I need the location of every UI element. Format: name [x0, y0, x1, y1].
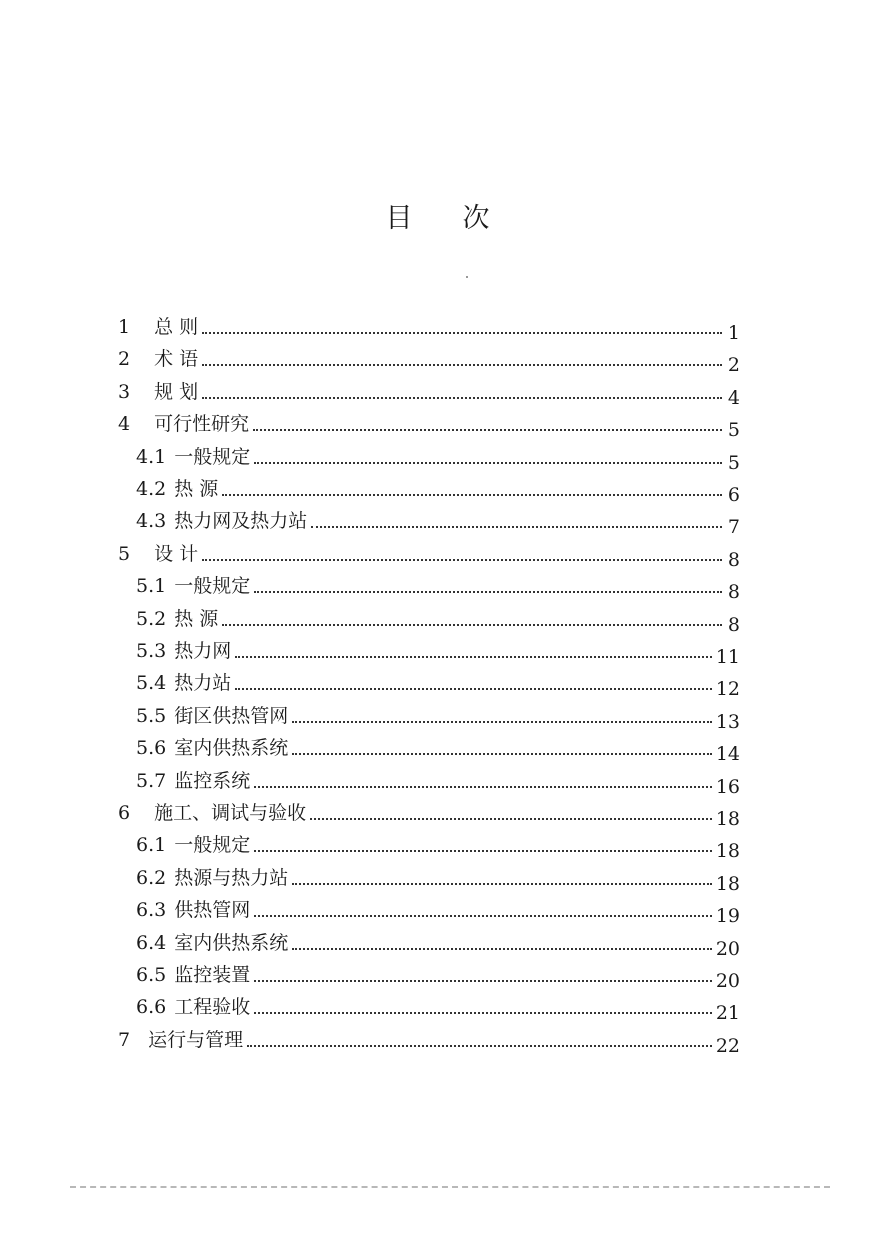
- toc-entry-number: 5.7: [136, 769, 167, 792]
- toc-chapter-entry[interactable]: [118, 535, 740, 571]
- toc-leader-dots: [202, 397, 722, 399]
- toc-page-number: 5: [727, 451, 740, 474]
- toc-entry-number: 4.1: [136, 445, 167, 468]
- toc-section-entry[interactable]: [136, 502, 740, 539]
- toc-entry-label: 规 划: [154, 380, 199, 403]
- toc-entry-label: 术 语: [154, 348, 199, 371]
- toc-entry-number: 5: [118, 542, 131, 565]
- toc-leader-dots: [254, 462, 722, 464]
- toc-chapter-entry[interactable]: [118, 373, 740, 409]
- toc-leader-dots: [292, 721, 712, 723]
- toc-page-number: 21: [715, 1002, 740, 1025]
- toc-leader-dots: [247, 1045, 712, 1047]
- toc-leader-dots: [254, 915, 712, 917]
- toc-leader-dots: [292, 753, 712, 755]
- toc-chapter-entry[interactable]: [118, 308, 740, 344]
- toc-leader-dots: [254, 1012, 712, 1014]
- toc-entry-number: 4.3: [136, 510, 167, 533]
- toc-section-entry[interactable]: [136, 632, 740, 668]
- toc-entry-label: 热力站: [174, 672, 232, 695]
- toc-entry-number: 6.1: [136, 834, 167, 857]
- toc-entry-label: 室内供热系统: [174, 931, 289, 954]
- toc-entry-label: 设 计: [154, 542, 199, 565]
- toc-entry-label: 可行性研究: [154, 413, 250, 436]
- toc-entry-label: 总 则: [154, 316, 199, 338]
- toc-page-number: 11: [715, 646, 740, 668]
- toc-leader-dots: [310, 818, 712, 820]
- toc-section-entry[interactable]: [136, 826, 740, 863]
- toc-page-number: 18: [715, 808, 740, 830]
- toc-section-entry[interactable]: [136, 697, 740, 733]
- toc-page-number: 8: [727, 581, 740, 604]
- toc-entry-label: 一般规定: [174, 834, 251, 857]
- toc-title: [0, 196, 875, 235]
- toc-entry-label: 热力网: [174, 640, 232, 662]
- toc-entry-number: 5.1: [136, 575, 167, 598]
- toc-chapter-entry[interactable]: [118, 340, 740, 377]
- toc-entry-number: 6.5: [136, 964, 167, 986]
- toc-entry-number: 5.5: [136, 704, 167, 727]
- toc-entry-number: 2: [118, 348, 131, 371]
- toc-entry-number: 5.2: [136, 607, 167, 630]
- toc-entry-number: 1: [118, 316, 131, 338]
- toc-page-number: 1: [727, 322, 740, 344]
- toc-entry-label: 运行与管理: [148, 1028, 244, 1051]
- toc-entry-label: 热 源: [174, 607, 219, 630]
- scan-artifact-line: [70, 1186, 830, 1192]
- toc-leader-dots: [254, 980, 712, 982]
- toc-leader-dots: [222, 624, 722, 626]
- toc-page-number: 20: [715, 937, 740, 960]
- toc-page-number: 20: [715, 970, 740, 992]
- toc-chapter-entry[interactable]: [118, 794, 740, 830]
- toc-entry-label: 街区供热管网: [174, 704, 289, 727]
- toc-page-number: 19: [715, 905, 740, 928]
- toc-entry-label: 一般规定: [174, 575, 251, 598]
- toc-title-char-1: 目: [385, 203, 413, 234]
- toc-page-number: 5: [727, 419, 740, 442]
- toc-entry-number: 5.4: [136, 672, 167, 695]
- toc-leader-dots: [253, 429, 722, 431]
- toc-section-entry[interactable]: [136, 729, 740, 766]
- toc-entry-number: 7: [118, 1028, 131, 1051]
- toc-entry-label: 施工、调试与验收: [154, 802, 307, 824]
- toc-entry-number: 4: [118, 413, 131, 436]
- toc-section-entry[interactable]: [136, 664, 740, 701]
- toc-page-number: 22: [715, 1034, 740, 1057]
- toc-section-entry[interactable]: [136, 924, 740, 960]
- toc-section-entry[interactable]: [136, 600, 740, 636]
- toc-entry-number: 6.3: [136, 899, 167, 922]
- toc-page-number: 16: [715, 775, 740, 798]
- toc-entry-label: 热源与热力站: [174, 866, 289, 889]
- toc-entry-number: 3: [118, 380, 131, 403]
- toc-leader-dots: [202, 559, 722, 561]
- toc-section-entry[interactable]: [136, 438, 740, 474]
- toc-page-number: 4: [727, 386, 740, 409]
- toc-section-entry[interactable]: [136, 956, 740, 992]
- toc-page-number: 2: [727, 354, 740, 377]
- toc-leader-dots: [292, 948, 712, 950]
- toc-entry-label: 工程验收: [174, 996, 251, 1019]
- toc-entry-label: 热 源: [174, 478, 219, 500]
- toc-entry-number: 6.6: [136, 996, 167, 1019]
- toc-page-number: 12: [715, 678, 740, 701]
- toc-section-entry[interactable]: [136, 470, 740, 506]
- scan-speck: [466, 276, 468, 278]
- toc-entry-label: 热力网及热力站: [174, 510, 308, 533]
- toc-entry-number: 6: [118, 802, 131, 824]
- toc-leader-dots: [292, 883, 712, 885]
- toc-entry-label: 室内供热系统: [174, 737, 289, 760]
- toc-entry-label: 供热管网: [174, 899, 251, 922]
- toc-page-number: 18: [715, 872, 740, 895]
- toc-page-number: 7: [727, 516, 740, 539]
- toc-page-number: 13: [715, 710, 740, 733]
- toc-section-entry[interactable]: [136, 988, 740, 1025]
- toc-section-entry[interactable]: [136, 567, 740, 604]
- toc-leader-dots: [235, 656, 712, 658]
- toc-leader-dots: [254, 786, 712, 788]
- toc-page-number: 8: [727, 548, 740, 571]
- toc-leader-dots: [311, 526, 722, 528]
- toc-entry-number: 5.6: [136, 737, 167, 760]
- toc-page-number: 14: [715, 743, 740, 766]
- toc-leader-dots: [202, 332, 722, 334]
- toc-leader-dots: [254, 850, 712, 852]
- toc-page-number: 6: [727, 484, 740, 506]
- toc-chapter-entry[interactable]: [118, 405, 740, 442]
- toc-entry-label: 一般规定: [174, 445, 251, 468]
- toc-title-char-2: 次: [462, 203, 490, 234]
- toc-leader-dots: [222, 494, 722, 496]
- toc-leader-dots: [202, 364, 722, 366]
- toc-section-entry[interactable]: [136, 891, 740, 928]
- toc-section-entry[interactable]: [136, 762, 740, 798]
- toc-entry-label: 监控装置: [174, 964, 251, 986]
- toc-entry-label: 监控系统: [174, 769, 251, 792]
- toc-page-number: 8: [727, 613, 740, 636]
- toc-chapter-entry[interactable]: [118, 1021, 740, 1057]
- toc-entry-number: 6.2: [136, 866, 167, 889]
- toc-entry-number: 4.2: [136, 478, 167, 500]
- toc-page-number: 18: [715, 840, 740, 863]
- toc-entry-number: 6.4: [136, 931, 167, 954]
- toc-leader-dots: [254, 591, 722, 593]
- toc-section-entry[interactable]: [136, 859, 740, 895]
- toc-entry-number: 5.3: [136, 640, 167, 662]
- toc-leader-dots: [235, 688, 712, 690]
